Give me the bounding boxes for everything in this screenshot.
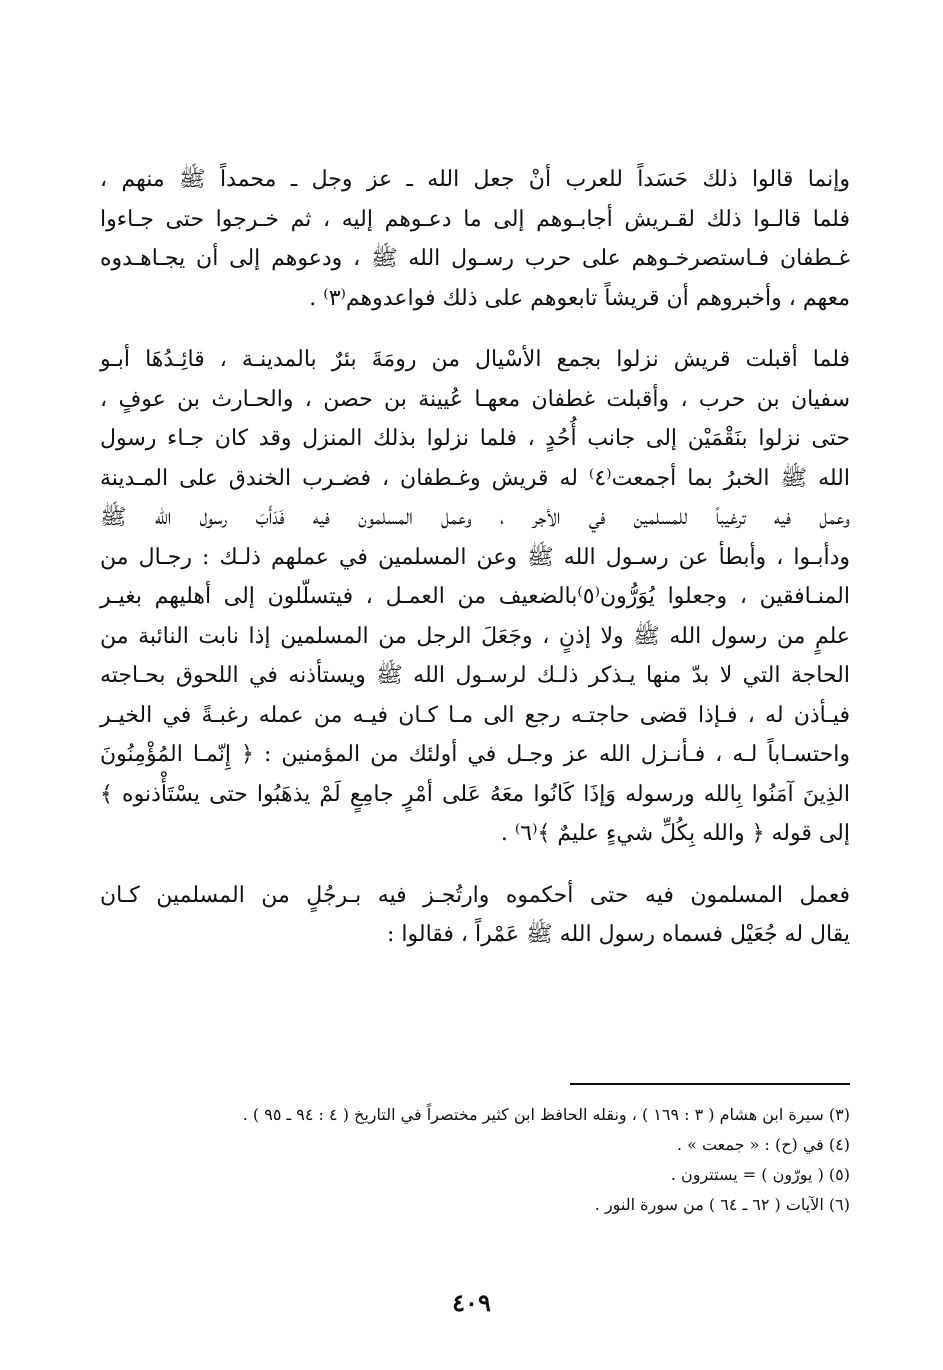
text-line: فعمل المسلمون فيه حتى أحكموه وارتُجـز فيه بـرجُلٍ من المسلمين كـان	[100, 882, 850, 908]
main-text	[100, 160, 850, 977]
text-line: فيـأذن له ، فـإذا قضى حاجتـه رجع الى مـا كـان فيـه من عمله رغبـةً في الخيـر	[100, 702, 850, 728]
text-line: الذِينَ آمَنُوا بِالله ورسوله وَإذَا كَانُوا معَهُ عَلى أمْرٍ جامِعٍ لَمْ يذهَبُوا حتى يسْتَأْذنوه ﴾	[100, 781, 850, 807]
text-line: ودأبـوا ، وأبطأ عن رسـول الله ﷺ وعن المسلمين في عملهم ذلـك : رجـال من	[100, 544, 850, 570]
text-line: فلما قالـوا ذلك لقـريش أجابـوهم إلى ما دعـوهم إليه ، ثم خـرجوا حتى جـاءوا	[100, 206, 850, 232]
page-number: ٤٠٩	[452, 1288, 491, 1317]
paragraph	[100, 340, 850, 854]
text-line: علمٍ من رسول الله ﷺ ولا إذنٍ ، وجَعَلَ الرجل من المسلمين إذا نابت النائبة من	[100, 623, 850, 649]
footnote: (٤) في (ح) : « جمعت » .	[676, 1135, 850, 1154]
text-line: الحاجة التي لا بدّ منها يـذكر ذلـك لرسـول الله ﷺ ويستأذنه في اللحوق بحـاجته	[100, 663, 850, 688]
text-line: وعمل فيه ترغيباً للمسلمين في الأجر ، وعمل المسلمون فيه فَدَأَبَ رسول الله ﷺ	[100, 505, 850, 530]
text-line: معهم ، وأخبروهم أن قريشاً تابعوهم على ذلك فواعدوهم⁽٣⁾ .	[309, 285, 850, 311]
footnotes	[100, 1100, 850, 1220]
text-line: حتى نزلوا بنَقْمَيْن إلى جانب أُحُدٍ ، فلما نزلوا بذلك المنزل وقد كان جـاء رسول	[100, 426, 850, 451]
text-line: فلما أقبلت قريش نزلوا بجمع الأسْيال من رومَةَ بئرٌ بالمدينـة ، قائِـدُهَا أبـو	[100, 347, 850, 372]
paragraph	[100, 876, 850, 955]
footnote: (٥) ( يورّون ) = يستترون .	[670, 1165, 850, 1184]
footnote: (٣) سيرة ابن هشام ( ٣ : ١٦٩ ) ، ونقله الحافظ ابن كثير مختصراً في التاريخ ( ٤ : ٩٤ ـ ٩٥ ) .	[242, 1105, 850, 1124]
text-line: إلى قوله ﴿ والله بِكُلِّ شيءٍ عليمٌ ﴾⁽٦⁾ .	[500, 821, 850, 846]
text-line: المنـافقين ، وجعلوا يُوَرُّون⁽٥⁾بالضعيف من العمـل ، فيتسلّلون إلى أهليهم بغيـر	[100, 584, 850, 609]
paragraph	[100, 160, 850, 318]
footnote-separator	[570, 1083, 850, 1085]
text-line: غـطفان فـاستصرخـوهم على حرب رسـول الله ﷺ ، ودعوهم إلى أن يجـاهـدوه	[100, 246, 850, 271]
text-line: وإنما قالوا ذلك حَسَداً للعرب أنْ جعل الله ـ عز وجل ـ محمداً ﷺ منهم ،	[100, 167, 850, 192]
text-line: الله ﷺ الخبرُ بما أجمعت⁽٤⁾ له قريش وغـطفان ، فضـرب الخندق على المـدينة	[100, 465, 850, 491]
text-line: سفيان بن حرب ، وأقبلت غطفان معهـا عُيينة بن حصن ، والحـارث بن عوفٍ ،	[100, 386, 850, 412]
footnote: (٦) الآيات ( ٦٢ ـ ٦٤ ) من سورة النور .	[594, 1195, 850, 1214]
text-line: واحتسـاباً لـه ، فـأنـزل الله عز وجـل في أولئك من المؤمنين : ﴿ إِنّمـا المُؤْمِنُونَ	[100, 742, 850, 767]
text-line: يقال له جُعَيْل فسماه رسول الله ﷺ عَمْراً ، فقالوا :	[387, 922, 850, 947]
